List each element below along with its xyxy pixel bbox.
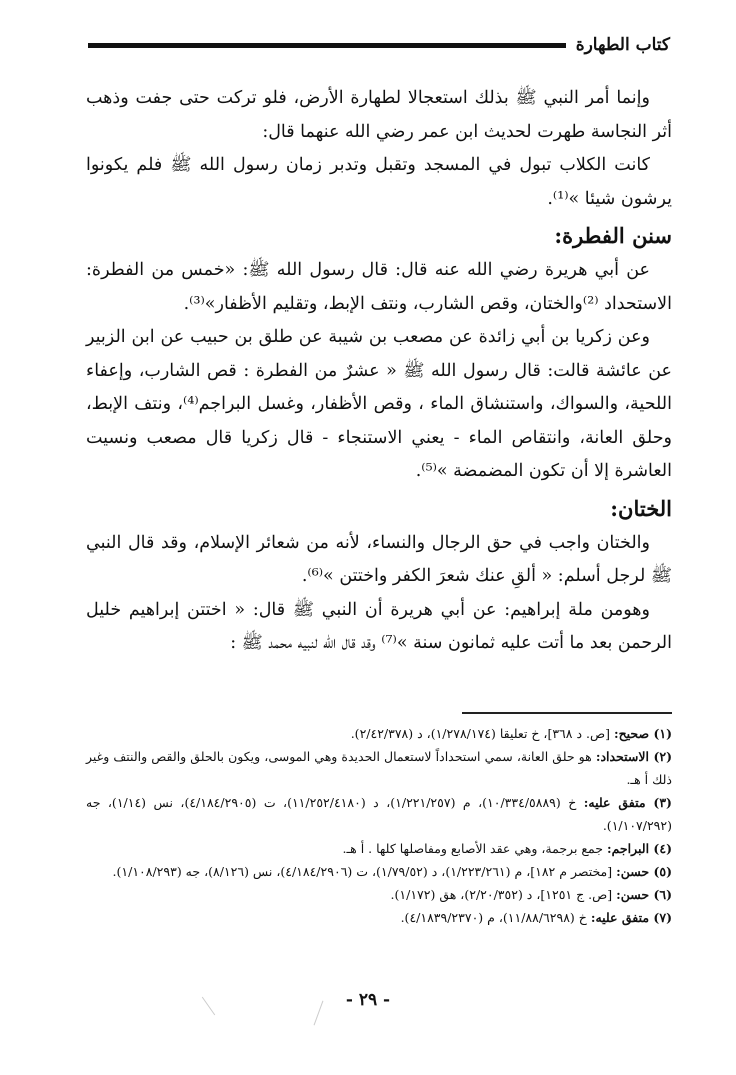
chapter-title: كتاب الطهارة [575,35,670,55]
footnote-7 [86,906,672,929]
footnote-1 [86,722,672,745]
running-header [88,34,670,56]
footnote-2 [86,745,672,791]
footnote-text: خ (١٠/٣٣٤/٥٨٨٩)، م (١/٢٢١/٢٥٧)، د (١١/٢٥٢/٤١٨٠)، ت (٤/١٨٤/٢٩٠٥)، نس (١/١٤)، جه (١/١٠٧/٢٩٢). [86,795,672,833]
footnote-label: (٥) حسن: [616,864,672,879]
footnote-text: [مختصر م ١٨٢]، م (١/٢٢٣/٢٦١)، د (١/٧٩/٥٢)، ت (٤/١٨٤/٢٩٠٦)، نس (٨/١٢٦)، جه (١/١٠٨/٢٩٣). [112,864,617,879]
paragraph-5: والختان واجب في حق الرجال والنساء، لأنه من شعائر الإسلام، وقد قال النبي ﷺ لرجل أسلم: « ألقِ عنك شعرَ الكفر واختتن »⁽⁶⁾. [86,532,672,586]
footnote-separator [462,712,672,714]
header-rule [88,43,566,48]
footnote-label: (٦) حسن: [616,887,672,902]
footnote-6 [86,883,672,906]
section-heading-fitra: سنن الفطرة: [554,223,672,248]
footnote-text: هو حلق العانة، سمي استحداداً لاستعمال الحديدة وهي الموسى، ويكون بالحلق والقص والنتف وغير ذلك أ هـ. [86,749,672,787]
paragraph-6: وهومن ملة إبراهيم: عن أبي هريرة أن النبي ﷺ قال: « اختتن إبراهيم خليل الرحمن بعد ما أتت عليه ثمانون سنة »⁽⁷⁾ وقد قال الله لنبيه محمد ﷺ : [86,599,672,653]
footnote-text: [ص. ج ١٢٥١]، د (٢/٢٠/٣٥٢)، هق (١/١٧٢). [390,887,617,902]
footnote-label: (٤) البراجم: [607,841,672,856]
paragraph-1: وإنما أمر النبي ﷺ بذلك استعجالا لطهارة الأرض، فلو تركت حتى جفت وذهب أثر النجاسة طهرت لحديث ابن عمر رضي الله عنهما قال: [86,88,672,142]
footnote-label: (٧) متفق عليه: [590,910,672,925]
footnote-4 [86,837,672,860]
footnote-5 [86,860,672,883]
footnote-label: (٣) متفق عليه: [583,795,672,810]
footnote-label: (١) صحيح: [613,726,672,741]
footnote-text: خ (١١/٨٨/٦٢٩٨)، م (٤/١٨٣٩/٢٣٧٠). [400,910,591,925]
section-heading-khitan: الختان: [610,495,672,521]
paragraph-2: كانت الكلاب تبول في المسجد وتقبل وتدبر زمان رسول الله ﷺ فلم يكونوا يرشون شيئا »⁽¹⁾. [86,155,672,209]
footnote-3 [86,791,672,837]
footnote-text: [ص. د ٣٦٨]، خ تعليقا (١/٢٧٨/١٧٤)، د (٢/٤٢/٣٧٨). [350,726,614,741]
footnotes [86,722,672,929]
paragraph-3: عن أبي هريرة رضي الله عنه قال: قال رسول الله ﷺ: «خمس من الفطرة: الاستحداد ⁽²⁾والختان، وقص الشارب، ونتف الإبط، وتقليم الأظفار»⁽³⁾. [86,260,672,314]
paragraph-4: وعن زكريا بن أبي زائدة عن مصعب بن شيبة عن طلق بن حبيب عن ابن الزبير عن عائشة قالت: قال رسول الله ﷺ « عشرٌ من الفطرة : قص الشارب، وإعفاء اللحية، والسواك، واستنشاق الماء ، وقص الأظفار، وغسل البراجم⁽⁴⁾، ونتف الإبط، وحلق العانة، وانتقاص الماء - يعني الاستنجاء - قال زكريا قال مصعب ونسيت العاشرة إلا أن تكون المضمضة »⁽⁵⁾. [86,327,672,481]
footnote-label: (٢) الاستحداد: [595,749,672,764]
footnote-text: جمع برجمة، وهي عقد الأصابع ومفاصلها كلها . أ هـ. [342,841,607,856]
main-text [86,82,672,661]
page-number: - ٢٩ - [345,990,391,1010]
